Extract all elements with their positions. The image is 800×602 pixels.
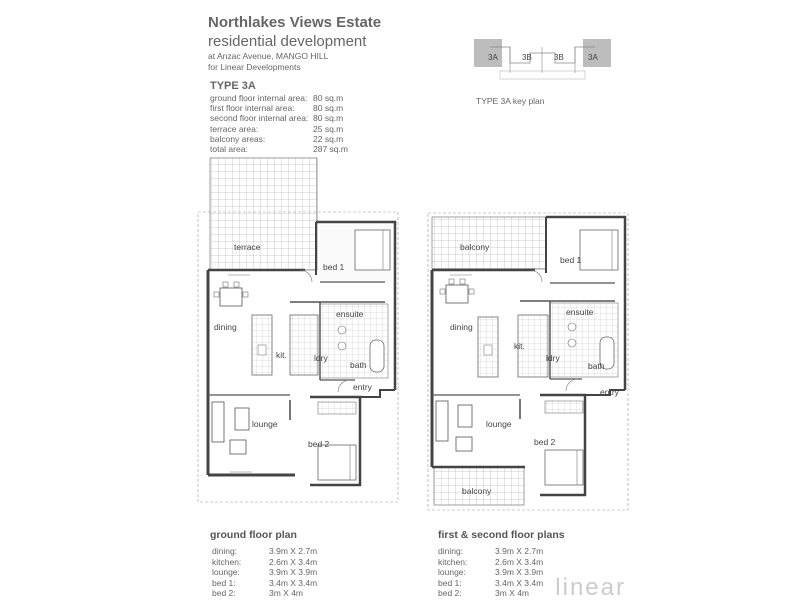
room-label-balcony-bottom: balcony [462,486,492,496]
area-label: total area: [210,144,248,155]
room-label-laundry: ldry [546,353,560,363]
area-value: 80 sq.m [313,113,344,124]
room-label-bath: bath [588,361,605,371]
room-label-bed-2: bed 2 [534,437,556,447]
room-label-entry: entry [353,382,372,392]
area-value: 287 sq.m [313,144,348,155]
dimension-label: bed 2: [438,588,462,598]
dining-table [220,288,242,306]
dimension-row [212,546,317,557]
dimension-row [438,567,543,578]
ground-floor-plan [190,150,400,520]
area-label: terrace area: [210,123,259,134]
area-value: 25 sq.m [313,123,344,134]
room-label-balcony-top: balcony [460,242,490,252]
room-label-kitchen: kit. [276,350,287,360]
dimension-label: dining: [212,546,238,556]
project-address: at Anzac Avenue, MANGO HILL [208,51,329,61]
dimension-value: 3.4m X 3.4m [495,577,544,588]
area-row [210,103,348,113]
dimension-label: kitchen: [212,556,242,567]
dimension-value: 2.6m X 3.4m [269,556,318,567]
upper-plan-dimensions [438,546,543,599]
type-label: TYPE 3A [210,80,256,92]
area-label: balcony areas: [210,133,266,144]
dimension-label: bed 2: [212,588,236,598]
area-label: ground floor internal area: [210,93,308,103]
room-label-kitchen: kit. [514,341,525,351]
room-label-ensuite: ensuite [336,309,364,319]
ground-plan-dimensions [212,546,317,599]
dimension-row [438,578,543,589]
area-label: first floor internal area: [210,103,295,114]
key-unit-label: 3B [522,53,532,62]
room-label-lounge: lounge [486,419,512,429]
dimension-row [438,546,543,557]
dimension-value: 3m X 4m [495,588,530,598]
dimension-value: 3.9m X 2.7m [269,546,318,556]
room-label-bed-2: bed 2 [308,439,330,449]
area-value: 22 sq.m [313,133,344,144]
area-row [210,113,348,123]
ground-plan-title: ground floor plan [210,529,297,541]
area-label: second floor internal area: [210,113,309,124]
dimension-value: 3.9m X 3.9m [495,567,544,577]
room-label-terrace: terrace [234,242,261,252]
room-label-lounge: lounge [252,419,278,429]
dimension-row [212,557,317,568]
dimension-row [438,588,543,599]
room-label-entry: entry [600,387,619,397]
room-label-dining: dining [214,322,237,332]
dining-table [446,285,468,303]
lounge-sofa [436,401,448,441]
project-title: Northlakes Views Estate [208,14,382,31]
dimension-label: bed 1: [212,577,236,588]
dimension-label: dining: [438,546,464,556]
key-unit-label: 3A [588,53,598,62]
key-unit-label: 3A [488,53,498,62]
dimension-label: bed 1: [438,577,462,588]
dimension-value: 3.4m X 3.4m [269,577,318,588]
room-label-bed-1: bed 1 [560,255,582,265]
project-developer: for Linear Developments [208,62,301,72]
linear-logo: linear [555,574,626,601]
room-label-ensuite: ensuite [566,307,594,317]
upper-floor-plan [420,205,630,520]
dimension-row [212,578,317,589]
key-plan-caption: TYPE 3A key plan [476,96,545,106]
dimension-row [212,567,317,578]
dimension-value: 2.6m X 3.4m [495,556,544,567]
dimension-row [438,557,543,568]
area-row [210,134,348,144]
dimension-value: 3.9m X 3.9m [269,567,318,577]
dimension-value: 3m X 4m [269,588,304,598]
key-unit-label: 3B [554,53,564,62]
terrace-paving [210,158,317,270]
room-label-laundry: ldry [314,353,328,363]
upper-plan-title: first & second floor plans [438,529,565,541]
room-label-bath: bath [350,360,367,370]
dimension-row [212,588,317,599]
dimension-label: lounge: [212,567,240,577]
dimension-label: kitchen: [438,556,468,567]
room-label-bed-1: bed 1 [323,262,345,272]
key-plan [470,33,615,89]
area-row [210,93,348,103]
project-subtitle: residential development [208,33,367,50]
dimension-value: 3.9m X 2.7m [495,546,544,556]
bed-1-furniture [355,230,390,270]
room-label-dining: dining [450,322,473,332]
lounge-sofa [212,402,224,442]
area-value: 80 sq.m [313,93,344,103]
dimension-label: lounge: [438,567,466,577]
area-row [210,124,348,134]
area-value: 80 sq.m [313,103,344,114]
bath-tub [370,340,384,372]
area-table [210,93,348,154]
